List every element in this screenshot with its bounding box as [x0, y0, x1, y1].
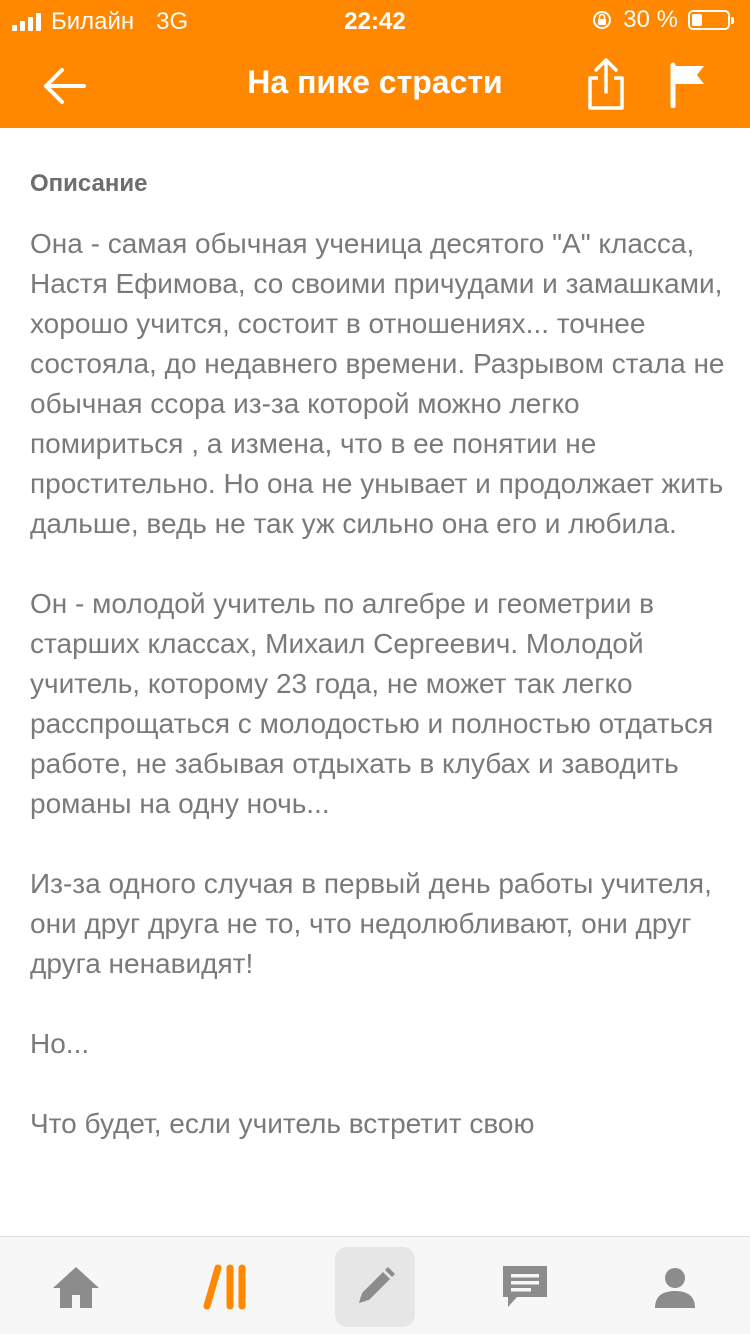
description-paragraph: Но...: [30, 1028, 90, 1059]
description-paragraph: Он - молодой учитель по алгебре и геометрии в старших классах, Михаил Сергеевич. Молодой учитель, которому 23 года, не может так легко расспрощаться с молодостью и полностью отдаться работе, не забывая отдыхать в клубах и заводить романы на одну ночь...: [30, 588, 714, 819]
battery-percent: 30 %: [623, 6, 678, 33]
messages-icon: [499, 1263, 551, 1311]
app-header: [0, 0, 750, 128]
bottom-tab-bar: [0, 1236, 750, 1334]
description-paragraph: Из-за одного случая в первый день работы учителя, они друг друга не то, что недолюбливают, они друг друга ненавидят!: [30, 868, 712, 979]
status-right: [591, 6, 730, 34]
tab-messages[interactable]: [485, 1247, 565, 1327]
flag-icon[interactable]: [668, 62, 708, 108]
status-bar: [0, 0, 750, 40]
share-icon[interactable]: [586, 56, 626, 112]
description-paragraph: Она - самая обычная ученица десятого "А" класса, Настя Ефимова, со своими причудами и замашками, хорошо учится, состоит в отношениях... точнее состояла, до недавнего времени. Разрывом стала не обычная ссора из-за которой можно легко помириться , а измена, что в ее понятии не простительно. Но она не унывает и продолжает жить дальше, ведь не так уж сильно она его и любила.: [30, 228, 725, 539]
description-paragraph: Что будет, если учитель встретит свою: [30, 1108, 535, 1139]
pencil-icon: [351, 1263, 399, 1311]
status-time: 22:42: [344, 8, 406, 35]
library-icon: [202, 1264, 250, 1310]
book-description: [30, 128, 730, 1236]
network-type: 3G: [156, 8, 189, 35]
section-label-description: Описание: [30, 170, 148, 197]
carrier-name: Билайн: [51, 8, 135, 35]
page-title: На пике страсти: [247, 64, 503, 100]
home-icon: [51, 1264, 101, 1310]
tab-library[interactable]: [186, 1247, 266, 1327]
tab-profile[interactable]: [635, 1247, 715, 1327]
profile-icon: [652, 1264, 698, 1310]
tab-home[interactable]: [36, 1247, 116, 1327]
description-text: [30, 224, 730, 1144]
orientation-lock-icon: [591, 9, 613, 31]
battery-icon: [688, 10, 730, 30]
battery-level: [692, 14, 702, 26]
tab-write[interactable]: [335, 1247, 415, 1327]
